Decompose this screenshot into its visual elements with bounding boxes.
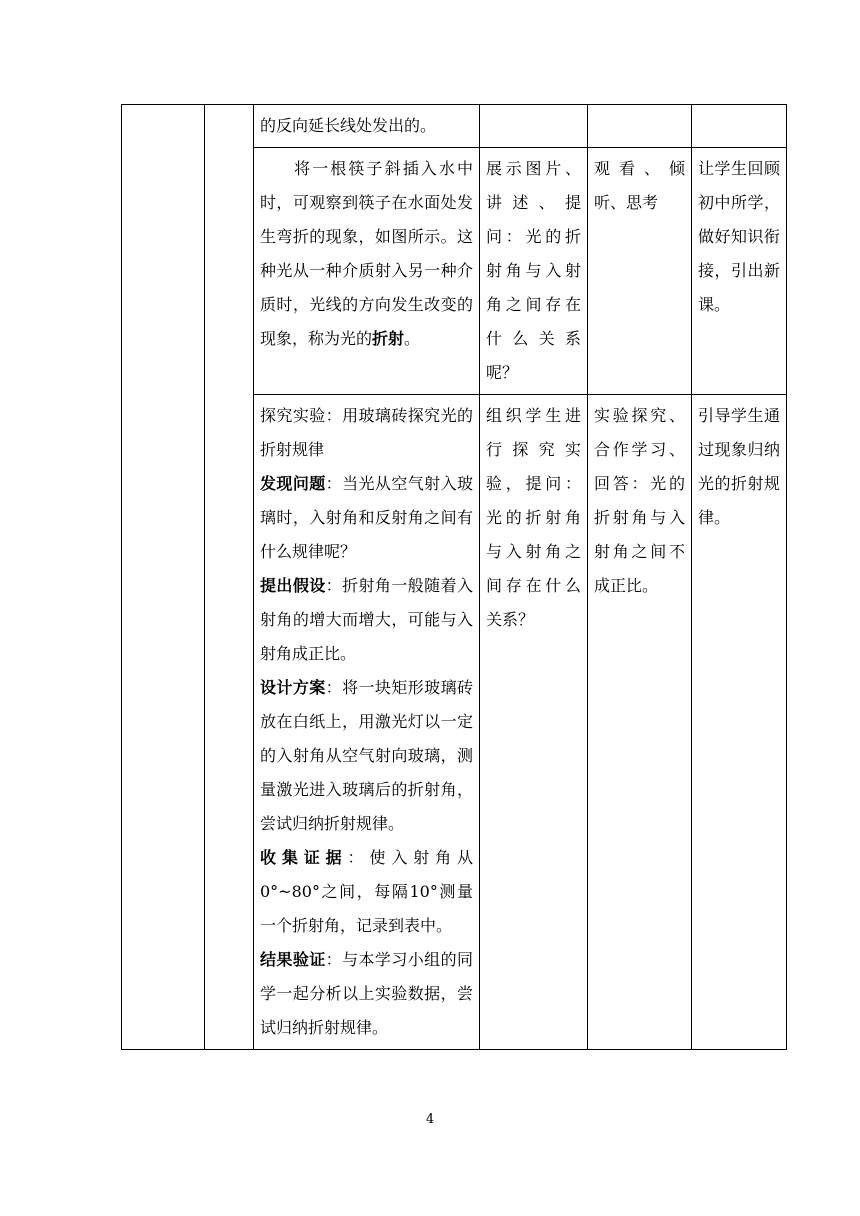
page-number: 4: [425, 1112, 435, 1127]
lesson-plan-table: [121, 104, 787, 1050]
design-intent-text: 让学生回顾初中所学，做好知识衔接，引出新课。: [698, 159, 780, 314]
content-cell: [254, 148, 480, 395]
experiment-title: 探究实验：用玻璃砖探究光的折射规律: [260, 406, 473, 459]
experiment-step: [260, 841, 473, 943]
teacher-activity-cell: [480, 105, 588, 148]
step-label: 设计方案: [260, 678, 326, 697]
student-activity-text: 观看、倾听、思考: [594, 159, 685, 212]
teacher-activity-text: 展示图片、讲述、提问：光的折射角与入射角之间存在什么关系呢？: [486, 159, 581, 382]
experiment-step: [260, 467, 473, 569]
step-text: ：当光从空气射入玻璃时，入射角和反射角之间有什么规律呢？: [260, 474, 473, 561]
teacher-activity-cell: [480, 148, 588, 395]
empty-cell: [122, 105, 205, 1050]
design-intent-cell: [692, 395, 787, 1050]
teacher-activity-cell: [480, 395, 588, 1050]
table-row: [122, 105, 787, 148]
teacher-activity-text: 组织学生进行探究实验，提问：光的折射角与入射角之间存在什么关系？: [486, 406, 581, 629]
content-text: 将一根筷子斜插入水中时，可观察到筷子在水面处发生弯折的现象，如图所示。这种光从一种介质射入另一种介质时，光线的方向发生改变的现象，称为光的: [260, 159, 473, 348]
step-label: 收集证据: [260, 848, 348, 867]
content-cell: [254, 105, 480, 148]
key-term: 折射: [372, 329, 405, 348]
experiment-step: [260, 569, 473, 671]
student-activity-text: 实验探究、合作学习、回答：光的折射角与入射角之间不成正比。: [594, 406, 685, 595]
step-text: ：使入射角从0°~80°之间，每隔10°测量一个折射角，记录到表中。: [260, 848, 473, 935]
experiment-step: [260, 943, 473, 1045]
student-activity-cell: [588, 105, 692, 148]
student-activity-cell: [588, 395, 692, 1050]
step-text: ：将一块矩形玻璃砖放在白纸上，用激光灯以一定的入射角从空气射向玻璃，测量激光进入玻璃后的折射角，尝试归纳折射规律。: [260, 678, 473, 833]
content-cell: [254, 395, 480, 1050]
student-activity-cell: [588, 148, 692, 395]
empty-cell: [205, 105, 254, 1050]
step-text: ：与本学习小组的同学一起分析以上实验数据，尝试归纳折射规律。: [260, 950, 473, 1037]
design-intent-cell: [692, 105, 787, 148]
step-text: ：折射角一般随着入射角的增大而增大，可能与入射角成正比。: [260, 576, 473, 663]
step-label: 发现问题: [260, 474, 326, 493]
step-label: 提出假设: [260, 576, 326, 595]
experiment-step: [260, 671, 473, 841]
content-text: 。: [404, 329, 421, 348]
design-intent-text: 引导学生通过现象归纳光的折射规律。: [698, 406, 780, 527]
design-intent-cell: [692, 148, 787, 395]
step-label: 结果验证: [260, 950, 326, 969]
content-text: 的反向延长线处发出的。: [260, 116, 437, 135]
